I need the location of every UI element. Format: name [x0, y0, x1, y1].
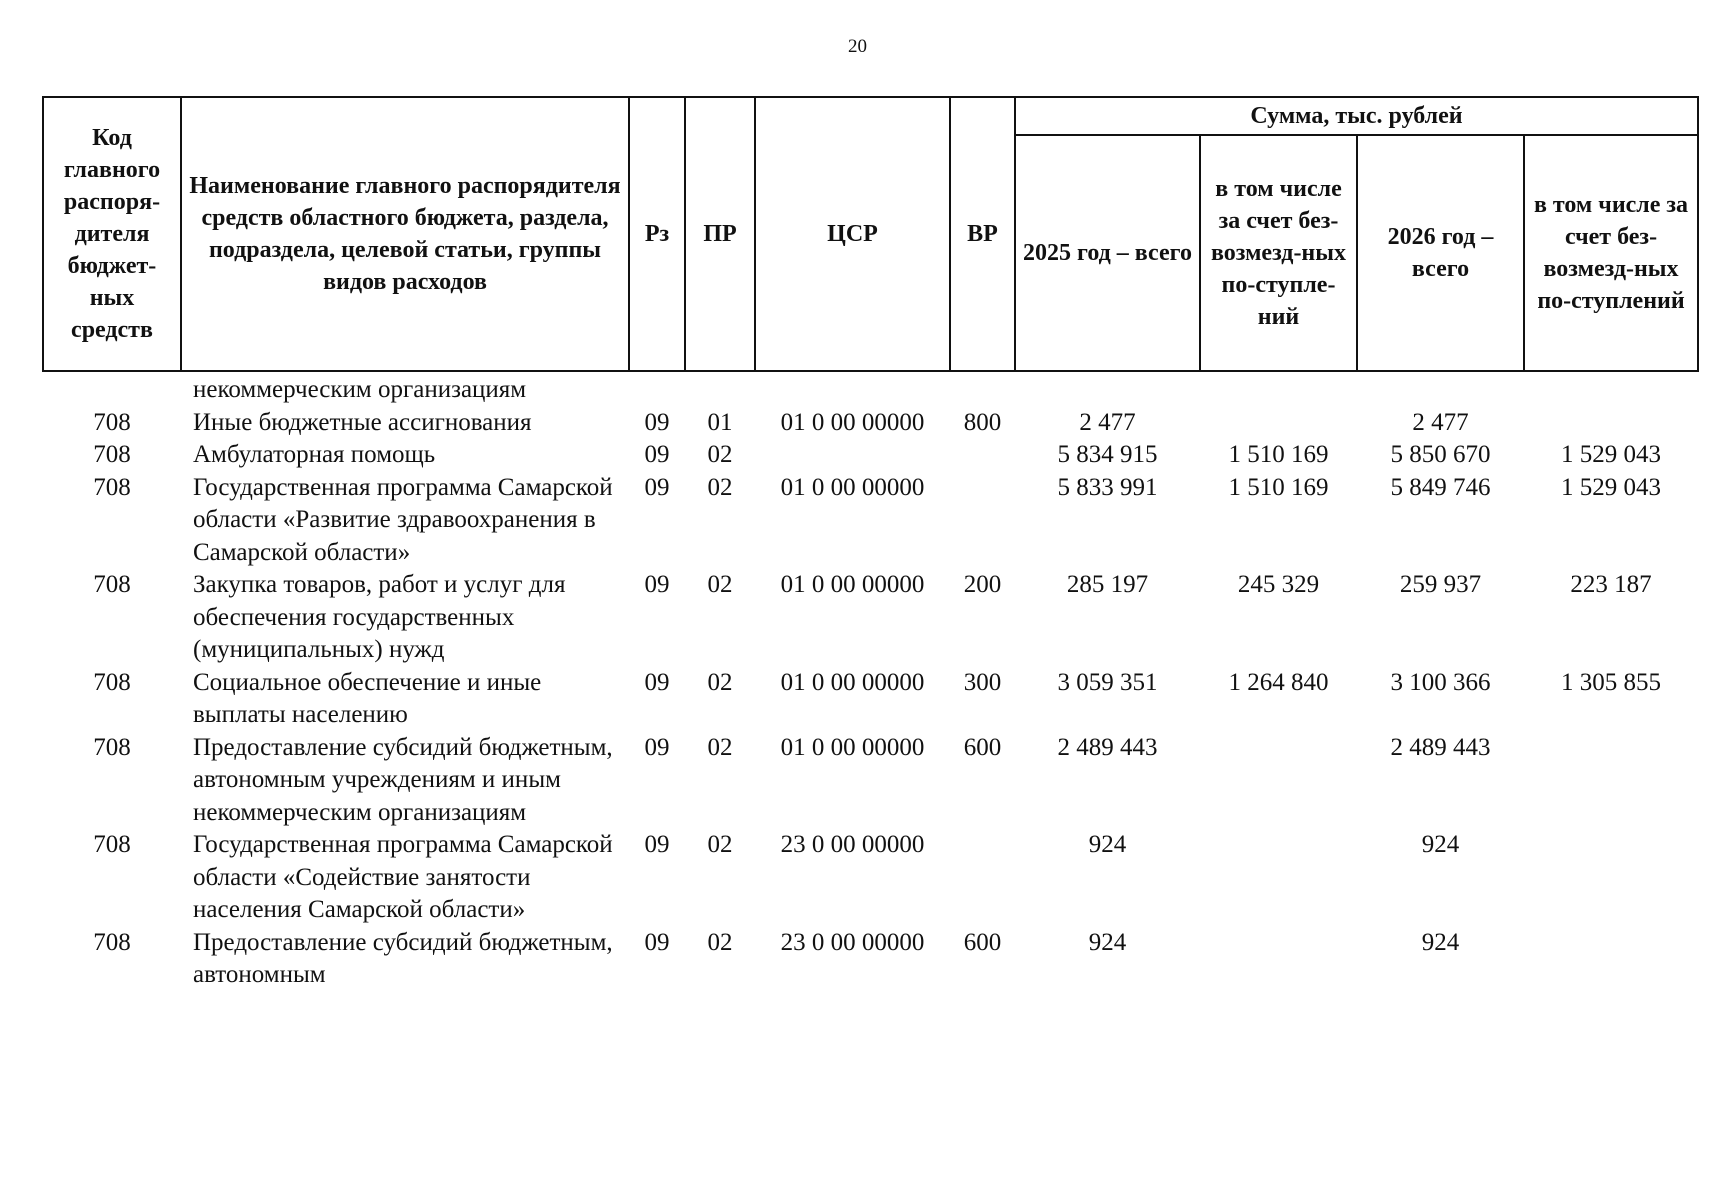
row-name: Иные бюджетные ассигнования [193, 408, 532, 436]
row-2026-total: 5 850 670 [1390, 441, 1491, 468]
row-2025-grants: 1 510 169 [1228, 473, 1329, 501]
row-2026-grants: 223 187 [1570, 571, 1652, 598]
header-2026-grants: в том числе за счет без-возмезд-ных по-ступлений [1524, 135, 1698, 371]
row-pr: 02 [707, 733, 733, 761]
row-2026-total: 924 [1421, 928, 1460, 956]
row-2026-grants: 1 529 043 [1561, 473, 1661, 501]
row-vr [950, 472, 1015, 570]
row-2026-total: 2 489 443 [1390, 733, 1491, 761]
row-pr: 02 [707, 831, 733, 858]
row-code: 708 [93, 831, 131, 858]
row-vr [950, 829, 1015, 927]
row-2026-grants [1524, 371, 1698, 407]
table-header [43, 97, 1698, 371]
table-row [43, 569, 1698, 667]
row-2026-total: 5 849 746 [1390, 473, 1491, 501]
row-code: 708 [93, 473, 131, 501]
row-2025-grants [1200, 371, 1357, 407]
row-vr: 600 [963, 733, 1002, 761]
row-csr: 23 0 00 00000 [780, 928, 925, 956]
table-row [43, 371, 1698, 407]
row-name: Государственная программа Самарской области «Содействие занятости населения Самарской области» [193, 831, 613, 923]
row-vr: 300 [963, 668, 1002, 696]
row-csr: 23 0 00 00000 [780, 831, 925, 858]
row-2025-total [1015, 371, 1200, 407]
row-code: 708 [93, 668, 131, 696]
row-csr: 01 0 00 00000 [780, 473, 925, 501]
row-vr: 200 [963, 571, 1002, 598]
row-2025-total: 285 197 [1066, 571, 1149, 598]
row-2025-total: 5 833 991 [1057, 473, 1158, 501]
row-csr: 01 0 00 00000 [780, 408, 925, 436]
row-code: 708 [93, 408, 131, 436]
row-2025-grants [1200, 732, 1357, 830]
header-vr: ВР [950, 97, 1015, 371]
header-rz: Рз [629, 97, 685, 371]
row-2026-total: 924 [1421, 831, 1460, 858]
row-name: некоммерческим организациям [193, 376, 527, 403]
row-name: Социальное обеспечение и иные выплаты населению [193, 668, 542, 728]
row-2025-grants [1200, 829, 1357, 927]
row-2025-total: 924 [1088, 928, 1127, 956]
row-name: Государственная программа Самарской области «Развитие здравоохранения в Самарской области» [193, 473, 613, 566]
row-2026-grants: 1 529 043 [1561, 441, 1661, 468]
row-2026-total: 3 100 366 [1390, 668, 1491, 696]
row-rz [629, 371, 685, 407]
row-2026-grants: 1 305 855 [1561, 668, 1661, 696]
row-2025-total: 924 [1088, 831, 1127, 858]
row-pr: 02 [707, 473, 733, 501]
row-code: 708 [93, 571, 131, 598]
row-2025-total: 5 834 915 [1057, 441, 1158, 468]
row-name: Закупка товаров, работ и услуг для обеспечения государственных (муниципальных) нужд [193, 571, 566, 663]
row-rz: 09 [644, 571, 670, 598]
row-name: Предоставление субсидий бюджетным, автономным [193, 928, 613, 988]
row-2026-grants [1524, 927, 1698, 992]
header-csr: ЦСР [755, 97, 950, 371]
row-rz: 09 [644, 928, 670, 956]
row-csr [755, 439, 950, 472]
row-vr: 600 [963, 928, 1002, 956]
row-pr: 02 [707, 928, 733, 956]
row-pr: 02 [707, 441, 733, 468]
header-pr: ПР [685, 97, 755, 371]
row-rz: 09 [644, 473, 670, 501]
row-vr: 800 [963, 408, 1002, 436]
row-2026-grants [1524, 732, 1698, 830]
table-row [43, 732, 1698, 830]
page-number: 20 [848, 36, 867, 57]
row-csr [755, 371, 950, 407]
row-name: Амбулаторная помощь [193, 441, 436, 468]
header-2025-total: 2025 год – всего [1015, 135, 1200, 371]
header-sum-group: Сумма, тыс. рублей [1015, 97, 1698, 135]
budget-table [42, 96, 1699, 992]
table-body [43, 371, 1698, 992]
header-2026-total: 2026 год – всего [1357, 135, 1524, 371]
row-pr: 01 [707, 408, 733, 436]
table-row [43, 472, 1698, 570]
row-2026-grants [1524, 407, 1698, 440]
row-2025-total: 2 477 [1079, 408, 1136, 436]
table-row [43, 407, 1698, 440]
row-rz: 09 [644, 668, 670, 696]
row-code: 708 [93, 733, 131, 761]
row-code: 708 [93, 928, 131, 956]
row-2026-total [1357, 371, 1524, 407]
table-row [43, 667, 1698, 732]
row-code: 708 [93, 441, 131, 468]
row-vr [950, 439, 1015, 472]
row-name: Предоставление субсидий бюджетным, автономным учреждениям и иным некоммерческим организациям [193, 733, 613, 826]
row-csr: 01 0 00 00000 [780, 668, 925, 696]
row-2026-total: 259 937 [1399, 571, 1482, 598]
row-rz: 09 [644, 831, 670, 858]
row-pr: 02 [707, 668, 733, 696]
table-row [43, 927, 1698, 992]
header-name: Наименование главного распорядителя средств областного бюджета, раздела, подраздела, целевой статьи, группы видов расходов [181, 97, 629, 371]
row-csr: 01 0 00 00000 [780, 733, 925, 761]
row-2025-total: 3 059 351 [1057, 668, 1158, 696]
table-row [43, 829, 1698, 927]
row-pr: 02 [707, 571, 733, 598]
row-code [43, 371, 181, 407]
row-rz: 09 [644, 408, 670, 436]
row-vr [950, 371, 1015, 407]
header-2025-grants: в том числе за счет без-возмезд-ных по-ступле-ний [1200, 135, 1357, 371]
row-2025-grants [1200, 407, 1357, 440]
row-rz: 09 [644, 733, 670, 761]
table-row [43, 439, 1698, 472]
row-pr [685, 371, 755, 407]
row-2025-grants [1200, 927, 1357, 992]
header-code: Код главного распоря-дителя бюджет-ных средств [43, 97, 181, 371]
row-2025-grants: 245 329 [1237, 571, 1320, 598]
row-2025-grants: 1 264 840 [1228, 668, 1329, 696]
row-csr: 01 0 00 00000 [780, 571, 925, 598]
row-2026-total: 2 477 [1412, 408, 1469, 436]
row-rz: 09 [644, 441, 670, 468]
row-2025-total: 2 489 443 [1057, 733, 1158, 761]
row-2026-grants [1524, 829, 1698, 927]
row-2025-grants: 1 510 169 [1228, 441, 1329, 468]
